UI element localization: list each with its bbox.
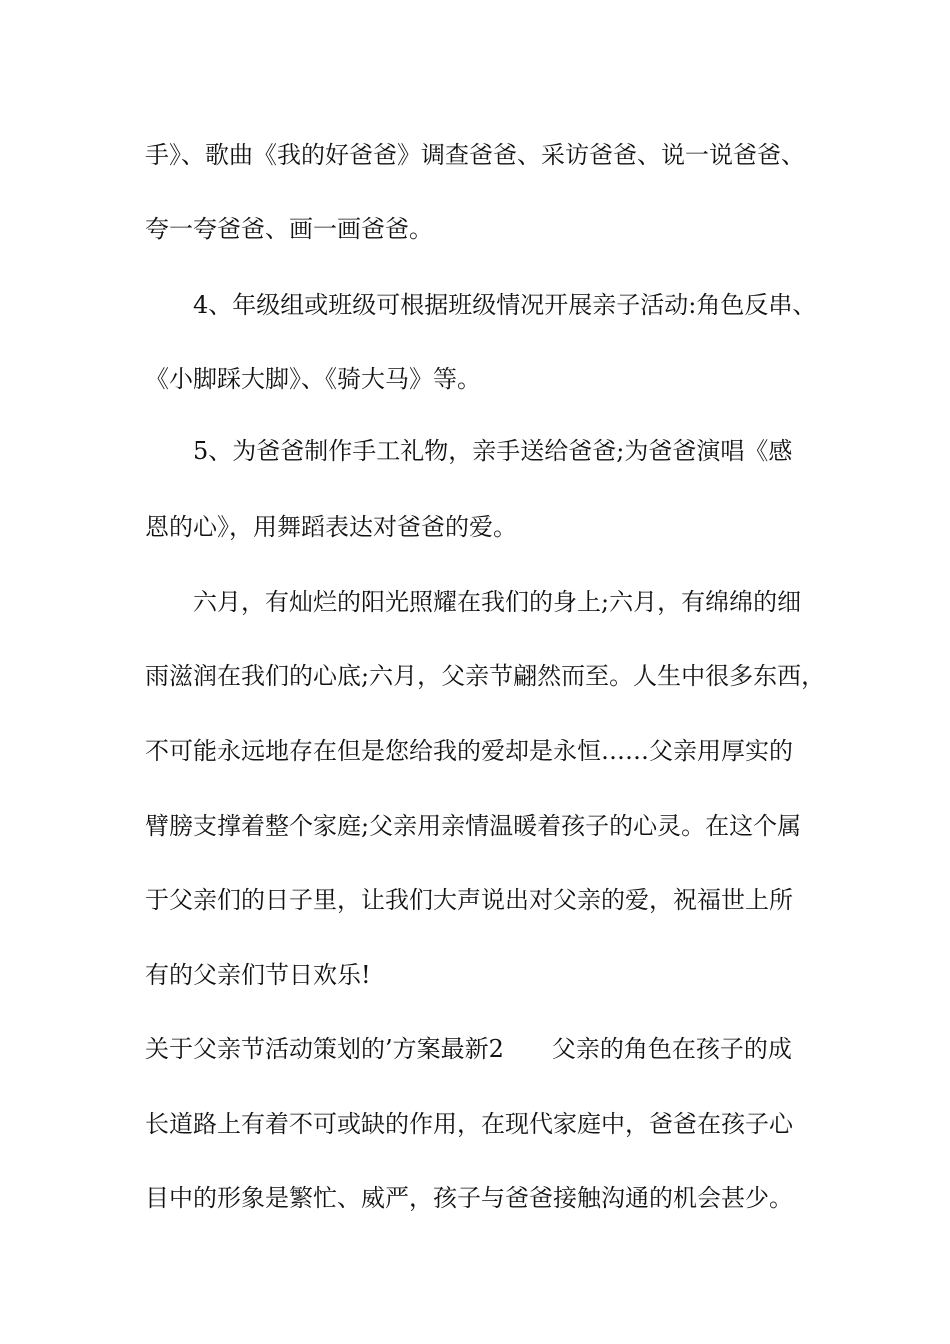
text-line: 夸一夸爸爸、画一画爸爸。 bbox=[145, 215, 433, 243]
text-line: 有的父亲们节日欢乐! bbox=[145, 961, 371, 989]
section-heading-line: 关于父亲节活动策划的’方案最新2 父亲的角色在孩子的成 bbox=[145, 1035, 792, 1063]
text-line: 不可能永远地存在但是您给我的爱却是永恒……父亲用厚实的 bbox=[145, 737, 793, 765]
text-line: 恩的心》，用舞蹈表达对爸爸的爱。 bbox=[145, 513, 517, 541]
text-line: 4、年级组或班级可根据班级情况开展亲子活动:角色反串、 bbox=[193, 291, 817, 319]
text-line: 目中的形象是繁忙、威严，孩子与爸爸接触沟通的机会甚少。 bbox=[145, 1184, 793, 1212]
text-line: 《小脚踩大脚》、《骑大马》等。 bbox=[145, 365, 481, 393]
text-line: 5、为爸爸制作手工礼物，亲手送给爸爸;为爸爸演唱《感 bbox=[193, 437, 793, 465]
text-line: 长道路上有着不可或缺的作用，在现代家庭中，爸爸在孩子心 bbox=[145, 1110, 793, 1138]
text-line: 臂膀支撑着整个家庭;父亲用亲情温暖着孩子的心灵。在这个属 bbox=[145, 812, 802, 840]
text-line: 六月，有灿烂的阳光照耀在我们的身上;六月，有绵绵的细 bbox=[193, 588, 802, 616]
text-line: 雨滋润在我们的心底;六月，父亲节翩然而至。人生中很多东西， bbox=[145, 662, 826, 690]
text-line: 手》、歌曲《我的好爸爸》调查爸爸、采访爸爸、说一说爸爸、 bbox=[145, 141, 805, 169]
text-line: 于父亲们的日子里，让我们大声说出对父亲的爱，祝福世上所 bbox=[145, 886, 793, 914]
